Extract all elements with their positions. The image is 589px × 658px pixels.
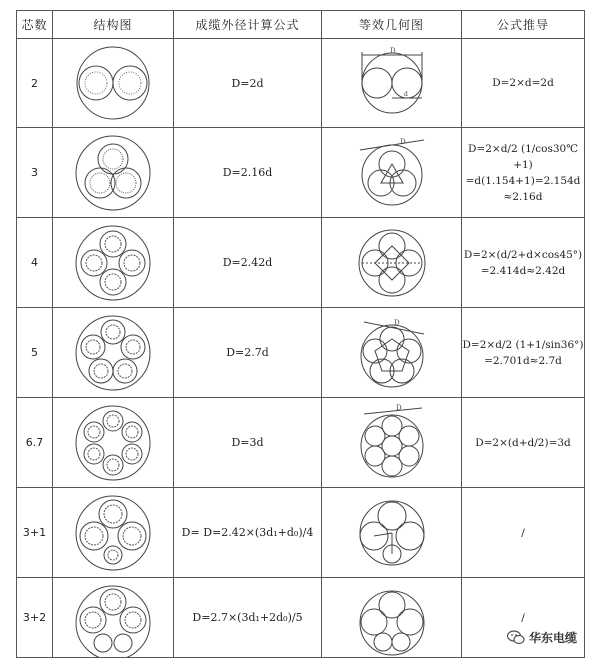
geometry-diagram bbox=[322, 218, 462, 308]
derivation-line: ≈2.16d bbox=[503, 190, 543, 203]
structure-diagram bbox=[53, 218, 174, 308]
table-header-row bbox=[17, 11, 585, 39]
derivation-line: D=2×(d+d/2)=3d bbox=[475, 436, 571, 449]
table-row bbox=[17, 39, 585, 128]
formula: D=2.7×(3d₁+2d₀)/5 bbox=[174, 578, 322, 658]
brand-name: 华东电缆 bbox=[528, 631, 577, 645]
cable-cross-section-icon bbox=[63, 222, 163, 304]
structure-diagram bbox=[53, 39, 174, 128]
structure-diagram bbox=[53, 308, 174, 398]
table-row bbox=[17, 128, 585, 218]
geometry-figure-icon bbox=[342, 492, 442, 574]
formula: D=3d bbox=[174, 398, 322, 488]
structure-diagram bbox=[53, 578, 174, 658]
core-count: 3+2 bbox=[17, 578, 53, 658]
structure-diagram bbox=[53, 128, 174, 218]
geometry-figure-icon bbox=[342, 43, 442, 123]
derivation bbox=[462, 39, 585, 128]
geometry-figure-icon bbox=[342, 132, 442, 214]
core-count: 3+1 bbox=[17, 488, 53, 578]
derivation-line: / bbox=[521, 526, 525, 539]
formula: D=2d bbox=[174, 39, 322, 128]
derivation-line: D=2×d=2d bbox=[492, 77, 554, 89]
table-row bbox=[17, 398, 585, 488]
diameter-label: D bbox=[393, 318, 400, 327]
geometry-figure-icon bbox=[342, 579, 442, 657]
diameter-label: D bbox=[399, 137, 406, 146]
derivation-line: / bbox=[521, 611, 525, 624]
table-row bbox=[17, 488, 585, 578]
geometry-diagram bbox=[322, 39, 462, 128]
geometry-figure-icon bbox=[342, 222, 442, 304]
formula: D= D=2.42×(3d₁+d₀)/4 bbox=[174, 488, 322, 578]
formula: D=2.16d bbox=[174, 128, 322, 218]
geometry-figure-icon bbox=[342, 312, 442, 394]
table-row bbox=[17, 308, 585, 398]
cable-cross-section-icon bbox=[63, 132, 163, 214]
derivation-line: D=2×(d/2+d×cos45°) bbox=[463, 248, 583, 261]
cable-cross-section-icon bbox=[63, 492, 163, 574]
core-label: d bbox=[403, 91, 408, 98]
derivation bbox=[462, 128, 585, 218]
header-core: 芯数 bbox=[17, 11, 53, 39]
derivation bbox=[462, 488, 585, 578]
structure-diagram bbox=[53, 488, 174, 578]
diameter-label: D bbox=[395, 403, 402, 412]
header-structure: 结构图 bbox=[53, 11, 174, 39]
cable-cross-section-icon bbox=[63, 312, 163, 394]
cable-cross-section-icon bbox=[63, 402, 163, 484]
formula: D=2.7d bbox=[174, 308, 322, 398]
geometry-diagram bbox=[322, 488, 462, 578]
core-count: 4 bbox=[17, 218, 53, 308]
geometry-figure-icon bbox=[342, 402, 442, 484]
core-count: 5 bbox=[17, 308, 53, 398]
derivation bbox=[462, 218, 585, 308]
wechat-icon bbox=[507, 630, 525, 645]
header-formula: 成缆外径计算公式 bbox=[174, 11, 322, 39]
cable-cross-section-icon bbox=[63, 43, 163, 123]
derivation bbox=[462, 398, 585, 488]
cable-cross-section-icon bbox=[63, 579, 163, 657]
brand-watermark bbox=[503, 627, 581, 648]
geometry-diagram bbox=[322, 308, 462, 398]
header-derivation: 公式推导 bbox=[462, 11, 585, 39]
header-geometry: 等效几何图 bbox=[322, 11, 462, 39]
geometry-diagram bbox=[322, 398, 462, 488]
geometry-diagram bbox=[322, 128, 462, 218]
derivation-line: =2.414d≈2.42d bbox=[480, 264, 566, 277]
formula: D=2.42d bbox=[174, 218, 322, 308]
geometry-diagram bbox=[322, 578, 462, 658]
table-row bbox=[17, 218, 585, 308]
core-count: 3 bbox=[17, 128, 53, 218]
derivation-line: =2.701d≈2.7d bbox=[484, 354, 562, 367]
derivation-line: D=2×d/2 (1/cos30℃+1) bbox=[468, 142, 578, 171]
diameter-label: D bbox=[389, 47, 396, 55]
cable-formula-table bbox=[16, 10, 585, 658]
derivation-line: D=2×d/2 (1+1/sin36°) bbox=[462, 338, 584, 351]
core-count: 6.7 bbox=[17, 398, 53, 488]
derivation bbox=[462, 308, 585, 398]
structure-diagram bbox=[53, 398, 174, 488]
core-count: 2 bbox=[17, 39, 53, 128]
derivation-line: =d(1.154+1)=2.154d bbox=[465, 174, 581, 187]
table-row bbox=[17, 578, 585, 658]
